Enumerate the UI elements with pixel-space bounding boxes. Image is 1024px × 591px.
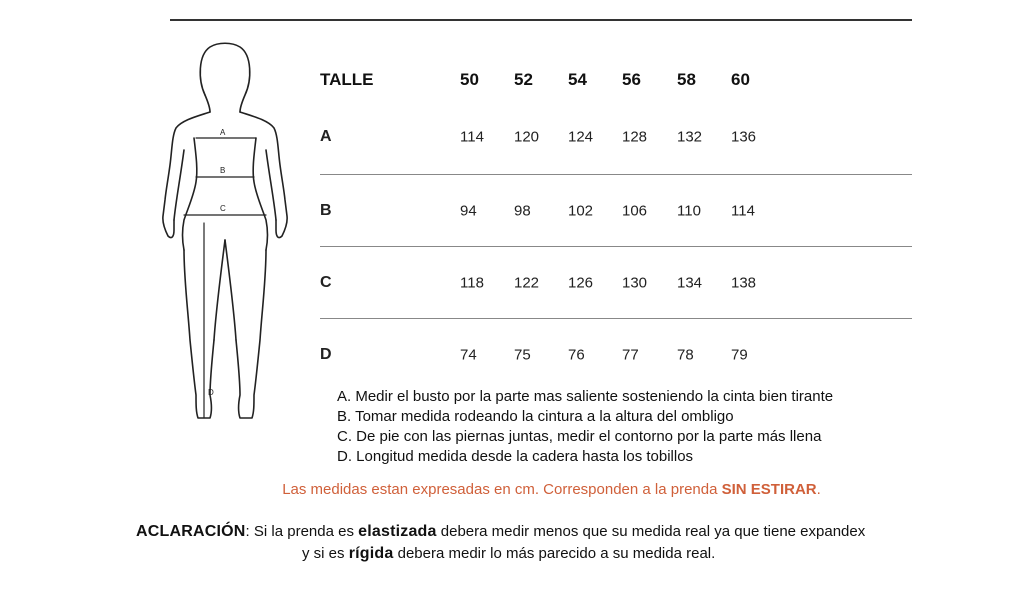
clarification-line-1 (136, 523, 865, 541)
note-b: B. Tomar medida rodeando la cintura a la altura del ombligo (337, 408, 734, 425)
marker-b: B (220, 166, 226, 175)
table-cell: 130 (622, 274, 648, 291)
table-cell: 74 (460, 346, 477, 363)
table-cell: 134 (677, 274, 703, 291)
marker-d: D (208, 388, 214, 397)
table-cell: 124 (568, 128, 594, 146)
size-56: 56 (622, 70, 641, 89)
marker-c: C (220, 204, 226, 213)
table-cell: 106 (622, 202, 648, 219)
table-row (320, 100, 912, 175)
clarification-line2-start: y si es (302, 545, 345, 562)
size-58: 58 (677, 70, 696, 89)
top-divider (170, 19, 912, 21)
stretch-word: elastizada (358, 523, 437, 540)
clarification-sep: : Si la prenda es (245, 523, 354, 540)
table-cell: 79 (731, 346, 748, 363)
clarification-title: ACLARACIÓN (136, 523, 246, 540)
table-cell: 138 (731, 274, 757, 291)
header-label: TALLE (320, 70, 374, 89)
note-c: C. De pie con las piernas juntas, medir el contorno por la parte más llena (337, 428, 822, 445)
table-cell: 76 (568, 346, 585, 363)
row-label: D (320, 345, 332, 363)
table-row (320, 319, 912, 390)
units-text: Las medidas estan expresadas en cm. Corresponden a la prenda (282, 481, 718, 498)
size-54: 54 (568, 70, 587, 89)
table-cell: 136 (731, 128, 757, 146)
size-60: 60 (731, 70, 750, 89)
table-cell: 78 (677, 346, 694, 363)
units-emphasis: SIN ESTIRAR (721, 481, 817, 498)
table-cell: 120 (514, 128, 540, 146)
clarification-line2-rest: debera medir lo más parecido a su medida real. (397, 545, 716, 562)
body-outline-icon (160, 40, 290, 425)
table-row (320, 247, 912, 319)
table-cell: 102 (568, 202, 594, 219)
measurement-notes (337, 387, 833, 467)
size-52: 52 (514, 70, 533, 89)
body-silhouette-diagram (160, 40, 290, 425)
clarification-line1-rest: debera medir menos que su medida real ya que tiene expandex (440, 523, 866, 540)
rigid-word: rígida (348, 545, 394, 562)
row-label: B (320, 201, 332, 219)
table-cell: 128 (622, 128, 648, 146)
table-cell: 118 (460, 274, 484, 291)
table-header-row (320, 60, 912, 100)
note-d: D. Longitud medida desde la cadera hasta los tobillos (337, 448, 694, 465)
units-end: . (816, 481, 821, 498)
table-cell: 75 (514, 346, 531, 363)
table-cell: 98 (514, 202, 531, 219)
row-label: C (320, 273, 332, 291)
clarification-line-2 (302, 545, 715, 563)
table-cell: 122 (514, 274, 540, 291)
table-cell: 110 (677, 202, 701, 219)
note-a: A. Medir el busto por la parte mas saliente sosteniendo la cinta bien tirante (337, 388, 834, 405)
size-table (320, 60, 912, 390)
table-cell: 132 (677, 128, 703, 146)
table-row (320, 175, 912, 247)
table-cell: 126 (568, 274, 594, 291)
table-cell: 77 (622, 346, 639, 363)
table-cell: 114 (731, 202, 755, 219)
marker-a: A (220, 128, 226, 137)
table-cell: 114 (460, 128, 484, 146)
units-notice (0, 481, 1024, 498)
table-cell: 94 (460, 202, 477, 219)
size-50: 50 (460, 70, 479, 89)
row-label: A (320, 128, 332, 145)
